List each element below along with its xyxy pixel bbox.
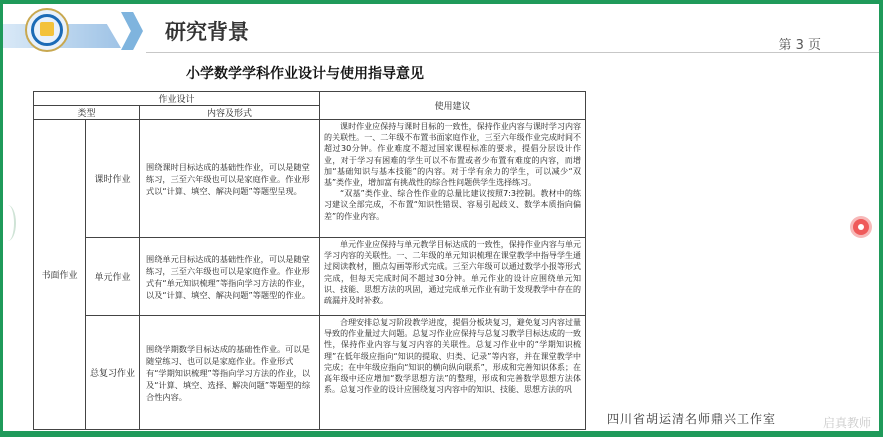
table-row <box>34 316 586 430</box>
advice-review <box>320 316 586 430</box>
record-button-icon[interactable] <box>853 219 869 235</box>
studio-name: 四川省胡运清名师鼎兴工作室 <box>607 412 777 426</box>
table-row <box>34 238 586 316</box>
school-logo-icon <box>25 8 69 52</box>
advice-paragraph: “双基”类作业、综合性作业的总量比建议按照7:3控制。教材中的练习建议全部完成，不布置“知识性错误、容易引起歧义、数学本质指向偏差”的作业内容。 <box>324 189 582 221</box>
frame-right <box>879 0 883 437</box>
watermark: 启真教师 <box>822 416 871 430</box>
subtype-lesson: 课时作业 <box>86 120 140 238</box>
subtype-review: 总复习作业 <box>86 316 140 430</box>
side-decoration <box>0 205 16 241</box>
description-review: 围绕学期数学目标达成的基础性作业。可以是随堂练习、也可以是家庭作业。作业形式有“学期知识梳理”等指向学习方法的作业，以及“计算、填空、选择、解决问题”等题型的综合性内容。 <box>140 316 320 430</box>
advice-paragraph: 合理安排总复习阶段教学进度，提倡分板块复习，避免复习内容过量导致的作业量过大问题。总复习作业应保持与总复习教学目标达成的一致性，保持作业内容与复习内容的关联性。总复习作业中的“学期知识梳理”在低年级应指向“知识的提取、归类、记录”等内容，并在课堂教学中完成；在中年级应指向“知识的横向纵向联系”，形成和完善知识体系；在高年级中还应增加“数学思想方法”的整理，形成和完善数学思想方法体系。总复习作业的设计应围绕复习内容中的知识、技能、思想方法的巩 <box>324 318 582 395</box>
header-divider <box>146 52 879 53</box>
description-lesson: 围绕课时目标达成的基础性作业，可以是随堂练习，三至六年级也可以是家庭作业。作业形式以“计算、填空、解决问题”等题型呈现。 <box>140 120 320 238</box>
guidance-table <box>33 91 586 430</box>
header-type: 类型 <box>34 106 140 120</box>
header-assignment-design: 作业设计 <box>34 92 320 106</box>
header-content-form: 内容及形式 <box>140 106 320 120</box>
subtype-unit: 单元作业 <box>86 238 140 316</box>
header-usage-advice: 使用建议 <box>320 92 586 120</box>
slide-title: 研究背景 <box>165 20 249 44</box>
chevron-decoration-icon <box>121 12 143 50</box>
advice-paragraph: 单元作业应保持与单元教学目标达成的一致性，保持作业内容与单元学习内容的关联性。一、二年级的单元知识梳理在课堂教学中指导学生通过阅读教材，圈点勾画等形式完成。三至六年级可以通过数学小报等形式完成，但每天完成时间不超过30分钟。单元作业的设计应围绕单元知识、技能、思想方法的巩固，通过完成单元作业有助于发现教学中存在的疏漏并及时补救。 <box>324 240 582 306</box>
document-title: 小学数学学科作业设计与使用指导意见 <box>186 66 424 82</box>
page-number: 第 3 页 <box>778 38 821 53</box>
advice-paragraph: 课时作业应保持与课时目标的一致性，保持作业内容与课时学习内容的关联性。一、二年级不布置书面家庭作业，三至六年级作业完成时间不超过30分钟。作业难度不超过国家课程标准的要求，提倡分层设计作业，对于学习有困难的学生可以不布置或者少布置有难度的内容，而增加“基础知识与基本技能”的内容。对于学有余力的学生，可以减少“双基”类作业，增加富有挑战性的综合性问题供学生选择练习。 <box>324 122 582 188</box>
description-unit: 围绕单元目标达成的基础性作业，可以是随堂练习，三至六年级也可以是家庭作业。作业形式有“单元知识梳理”等指向学习方法的作业，以及“计算、填空、解决问题”等题型的作业。 <box>140 238 320 316</box>
table-row <box>34 120 586 238</box>
advice-unit <box>320 238 586 316</box>
frame-bottom <box>0 431 883 437</box>
category-written-work: 书面作业 <box>34 120 86 430</box>
advice-lesson <box>320 120 586 238</box>
slide-header <box>3 4 879 52</box>
